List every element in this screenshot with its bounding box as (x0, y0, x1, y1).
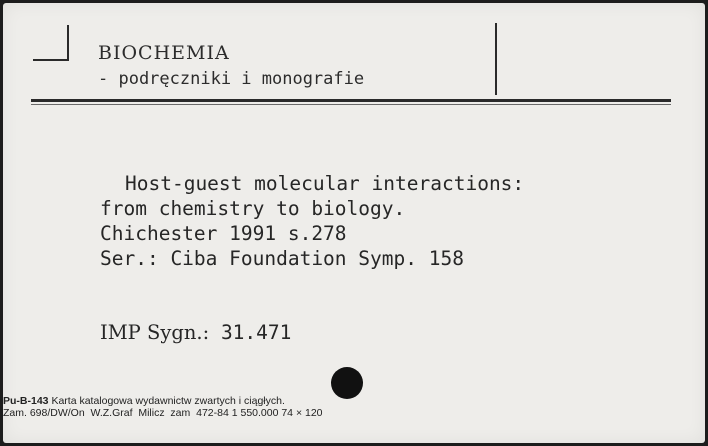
card-footer (3, 395, 323, 419)
footer-line-2: Zam. 698/DW/On W.Z.Graf Milicz zam 472-84 1 550.000 74 × 120 (3, 407, 323, 419)
punch-hole (331, 367, 363, 399)
entry-line: from chemistry to biology. (100, 197, 406, 220)
catalog-card (3, 3, 705, 443)
corner-mark (33, 25, 69, 61)
call-number (100, 321, 291, 344)
header-subtitle: - podręczniki i monografie (98, 69, 365, 89)
call-number-value: 31.471 (220, 321, 292, 344)
header-divider (495, 23, 497, 95)
card-header (98, 41, 364, 91)
call-number-label: IMP Sygn.: (100, 321, 210, 344)
footer-code: Pu-B-143 (3, 395, 49, 407)
footer-line-1: Karta katalogowa wydawnictw zwartych i ciągłych. (51, 395, 285, 407)
bibliographic-entry (100, 171, 524, 271)
entry-line: Ser.: Ciba Foundation Symp. 158 (100, 247, 464, 270)
header-title: BIOCHEMIA (98, 42, 230, 64)
header-rule (31, 99, 671, 102)
header-rule-thin (31, 104, 671, 105)
entry-line: Host-guest molecular interactions: (125, 172, 525, 195)
entry-line: Chichester 1991 s.278 (100, 222, 347, 245)
